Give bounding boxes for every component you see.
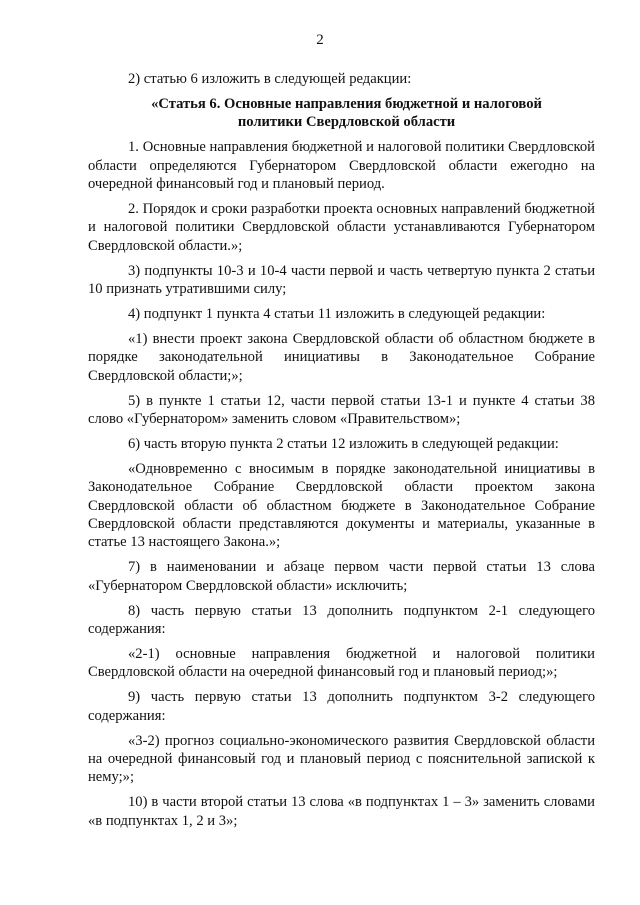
paragraph-article-6-part-1: 1. Основные направления бюджетной и налоговой политики Свердловской области определяются Губернатором Свердловской области ежегодно на очередной финансовый год и плановый период.: [88, 139, 595, 193]
paragraph-item-2: 2) статью 6 изложить в следующей редакции:: [128, 71, 412, 87]
paragraph-item-5: 5) в пункте 1 статьи 12, части первой статьи 13-1 и пункте 4 статьи 38 слово «Губернатором» заменить словом «Правительством»;: [88, 392, 595, 427]
paragraph-item-9-text: «3-2) прогноз социально-экономического развития Свердловской области на очередной финансовый год и плановый период с пояснительной запиской к нему;»;: [88, 732, 595, 786]
paragraph-item-6-text: «Одновременно с вносимым в порядке законодательной инициативы в Законодательное Собрание Свердловской области проектом закона Свердловской области об областном бюджете в Законодательное Собрание Свердловской области представляются документы и материалы, указанные в статье 13 настоящего Закона.»;: [88, 460, 595, 551]
paragraph-item-6: 6) часть вторую пункта 2 статьи 12 изложить в следующей редакции:: [128, 435, 559, 452]
paragraph-item-4: 4) подпункт 1 пункта 4 статьи 11 изложить в следующей редакции:: [128, 305, 546, 322]
paragraph-item-10: 10) в части второй статьи 13 слова «в подпунктах 1 – 3» заменить словами «в подпунктах 1, 2 и 3»;: [88, 794, 595, 829]
paragraph-item-9: 9) часть первую статьи 13 дополнить подпунктом 3-2 следующего содержания:: [88, 689, 595, 724]
paragraph-item-7: 7) в наименовании и абзаце первом части первой статьи 13 слова «Губернатором Свердловской области» исключить;: [88, 559, 595, 594]
page-number: 2: [316, 32, 324, 48]
paragraph-item-4-text: «1) внести проект закона Свердловской области об областном бюджете в порядке законодательной инициативы в Законодательное Собрание Свердловской области;»;: [88, 330, 595, 384]
paragraph-item-8-text: «2-1) основные направления бюджетной и налоговой политики Свердловской области на очередной финансовый год и плановый период;»;: [88, 645, 595, 681]
paragraph-item-3: 3) подпункты 10-3 и 10-4 части первой и часть четвертую пункта 2 статьи 10 признать утратившими силу;: [88, 262, 595, 298]
paragraph-item-8: 8) часть первую статьи 13 дополнить подпунктом 2-1 следующего содержания:: [88, 602, 595, 638]
paragraph-article-6-part-2: 2. Порядок и сроки разработки проекта основных направлений бюджетной и налоговой политики Свердловской области устанавливаются Губернатором Свердловской области.»;: [88, 200, 595, 254]
document-body: [88, 70, 595, 837]
article-6-heading: «Статья 6. Основные направления бюджетной и налоговой политики Свердловской области: [151, 95, 542, 131]
